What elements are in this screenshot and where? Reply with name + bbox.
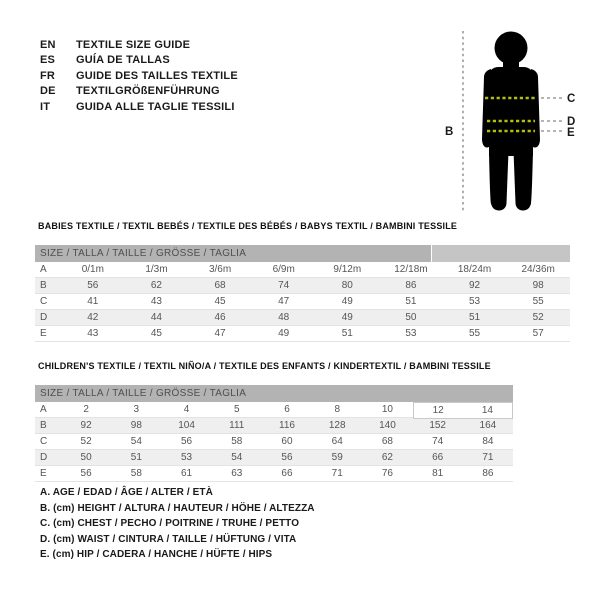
table-cell: 53	[180, 452, 193, 463]
babies-table-rows	[35, 262, 570, 342]
table-cell: 51	[405, 296, 417, 307]
children-table-rows	[35, 402, 513, 482]
children-table-title: CHILDREN'S TEXTILE / TEXTIL NIÑO/A / TEXTILE DES ENFANTS / KINDERTEXTIL / BAMBINI TESSILE	[38, 361, 491, 371]
table-cell: 80	[341, 280, 353, 291]
language-label: GUIDE DES TAILLES TEXTILE	[76, 69, 238, 82]
table-cell: 92	[80, 420, 92, 431]
table-cell: 71	[482, 452, 494, 463]
table-row	[35, 418, 513, 434]
table-cell: 57	[532, 328, 544, 339]
language-row	[40, 84, 238, 100]
table-cell: 74	[278, 280, 290, 291]
table-cell: 104	[178, 420, 195, 431]
table-cell: 140	[379, 420, 396, 431]
waist-label: D	[567, 116, 576, 128]
table-cell: 86	[405, 280, 417, 291]
table-cell: 47	[214, 328, 226, 339]
child-figure	[437, 25, 597, 217]
children-table-header	[35, 385, 513, 402]
table-cell: 68	[214, 280, 226, 291]
language-label: TEXTILGRÖßENFÜHRUNG	[76, 85, 220, 98]
table-cell: 41	[87, 296, 99, 307]
language-code: ES	[40, 54, 56, 67]
table-cell: 53	[469, 296, 481, 307]
table-cell: 12/18m	[394, 264, 428, 275]
language-code: EN	[40, 38, 56, 51]
table-cell: 42	[87, 312, 99, 323]
table-cell: 58	[130, 468, 142, 479]
table-cell: 45	[214, 296, 226, 307]
table-cell: 12	[413, 402, 463, 419]
table-cell: 54	[231, 452, 243, 463]
table-row	[35, 310, 570, 326]
child-silhouette-graphic	[437, 25, 597, 217]
row-letter: C	[40, 296, 48, 307]
table-cell: 53	[405, 328, 417, 339]
table-cell: 8	[334, 404, 340, 415]
table-cell: 52	[80, 436, 92, 447]
table-cell: 98	[130, 420, 142, 431]
table-cell: 66	[281, 468, 293, 479]
table-cell: 51	[130, 452, 142, 463]
table-row	[35, 262, 570, 278]
language-label: GUIDA ALLE TAGLIE TESSILI	[76, 100, 235, 113]
table-cell: 54	[130, 436, 142, 447]
babies-size-table	[35, 245, 570, 342]
table-cell: 62	[381, 452, 393, 463]
legend-line: D. (cm) WAIST / CINTURA / TAILLE / HÜFTUNG / VITA	[40, 533, 297, 545]
table-cell: 51	[341, 328, 353, 339]
table-cell: 18/24m	[457, 264, 492, 275]
table-row	[35, 466, 513, 482]
language-code: IT	[40, 100, 51, 113]
row-letter: D	[40, 452, 48, 463]
table-cell: 60	[281, 436, 293, 447]
legend-line: C. (cm) CHEST / PECHO / POITRINE / TRUHE / PETTO	[40, 518, 300, 529]
table-cell: 152	[429, 420, 446, 431]
children-size-table	[35, 385, 513, 482]
row-letter: B	[40, 420, 47, 431]
hip-label: E	[567, 127, 575, 139]
table-row	[35, 278, 570, 294]
table-cell: 49	[341, 312, 353, 323]
table-cell: 92	[469, 280, 481, 291]
table-cell: 48	[278, 312, 290, 323]
table-cell: 84	[482, 436, 494, 447]
children-table-section	[35, 361, 513, 482]
table-cell: 55	[532, 296, 544, 307]
language-label: GUÍA DE TALLAS	[76, 54, 170, 67]
table-cell: 3/6m	[208, 264, 232, 275]
table-cell: 50	[405, 312, 417, 323]
table-cell: 14	[463, 402, 513, 419]
table-cell: 49	[278, 328, 290, 339]
table-cell: 56	[87, 280, 99, 291]
table-cell: 116	[279, 420, 295, 431]
table-cell: 3	[133, 404, 140, 415]
table-cell: 9/12m	[333, 264, 362, 275]
table-cell: 64	[331, 436, 343, 447]
table-cell: 2	[83, 404, 89, 415]
chest-label: C	[567, 93, 576, 105]
babies-table-header	[35, 245, 570, 262]
table-cell: 86	[482, 468, 494, 479]
row-letter: E	[40, 328, 47, 339]
table-cell: 55	[469, 328, 481, 339]
language-code: FR	[40, 69, 56, 82]
language-label: TEXTILE SIZE GUIDE	[76, 38, 191, 51]
table-row	[35, 294, 570, 310]
babies-table-header-label: SIZE / TALLA / TAILLE / GRÖSSE / TAGLIA	[40, 248, 247, 259]
table-cell: 46	[214, 312, 226, 323]
row-letter: B	[40, 280, 47, 291]
table-row	[35, 402, 513, 418]
table-cell: 49	[341, 296, 353, 307]
table-cell: 81	[432, 468, 444, 479]
language-code: DE	[40, 85, 56, 98]
measurement-legend	[40, 487, 315, 565]
table-cell: 1/3m	[145, 264, 168, 275]
legend-line: B. (cm) HEIGHT / ALTURA / HAUTEUR / HÖHE / ALTEZZA	[40, 502, 315, 514]
table-cell: 63	[231, 468, 243, 479]
table-cell: 43	[87, 328, 99, 339]
table-row	[35, 434, 513, 450]
table-cell: 58	[231, 436, 243, 447]
children-table-header-label: SIZE / TALLA / TAILLE / GRÖSSE / TAGLIA	[40, 388, 247, 399]
table-cell: 56	[281, 452, 293, 463]
table-cell: 44	[150, 312, 162, 323]
babies-table-title: BABIES TEXTILE / TEXTIL BEBÉS / TEXTILE DES BÉBÉS / BABYS TEXTIL / BAMBINI TESSILE	[38, 221, 458, 231]
row-letter: A	[40, 264, 47, 275]
row-letter: D	[40, 312, 48, 323]
table-cell: 56	[180, 436, 193, 447]
table-cell: 98	[532, 280, 544, 291]
babies-header-light-overlay	[431, 245, 570, 262]
table-cell: 56	[80, 468, 92, 479]
legend-line: E. (cm) HIP / CADERA / HANCHE / HÜFTE / HIPS	[40, 549, 273, 560]
table-cell: 52	[532, 312, 544, 323]
table-cell: 111	[229, 420, 245, 431]
babies-table-section	[35, 221, 570, 342]
table-cell: 51	[469, 312, 481, 323]
table-cell: 6/9m	[272, 264, 295, 275]
row-letter: C	[40, 436, 48, 447]
language-row	[40, 99, 238, 115]
table-cell: 10	[381, 404, 393, 415]
height-label: B	[445, 126, 454, 138]
legend-line: A. AGE / EDAD / ÂGE / ALTER / ETÀ	[40, 487, 213, 498]
table-cell: 45	[150, 328, 162, 339]
table-cell: 164	[479, 420, 497, 431]
table-cell: 50	[80, 452, 92, 463]
table-row	[35, 326, 570, 342]
table-cell: 128	[328, 420, 346, 431]
table-cell: 0/1m	[81, 264, 104, 275]
table-cell: 47	[278, 296, 290, 307]
table-cell: 6	[284, 404, 290, 415]
table-cell: 24/36m	[521, 264, 555, 275]
row-letter: A	[40, 404, 47, 415]
language-list	[40, 37, 238, 115]
table-cell: 71	[331, 468, 343, 479]
table-cell: 66	[432, 452, 444, 463]
table-row	[35, 450, 513, 466]
table-cell: 62	[150, 280, 162, 291]
language-row	[40, 37, 238, 53]
language-row	[40, 68, 238, 84]
table-cell: 76	[381, 468, 393, 479]
table-cell: 5	[233, 404, 240, 415]
table-cell: 68	[381, 436, 393, 447]
table-cell: 43	[150, 296, 162, 307]
table-cell: 59	[331, 452, 343, 463]
row-letter: E	[40, 468, 47, 479]
table-cell: 4	[183, 404, 190, 415]
language-row	[40, 53, 238, 69]
table-cell: 61	[180, 468, 193, 479]
table-cell: 74	[432, 436, 444, 447]
